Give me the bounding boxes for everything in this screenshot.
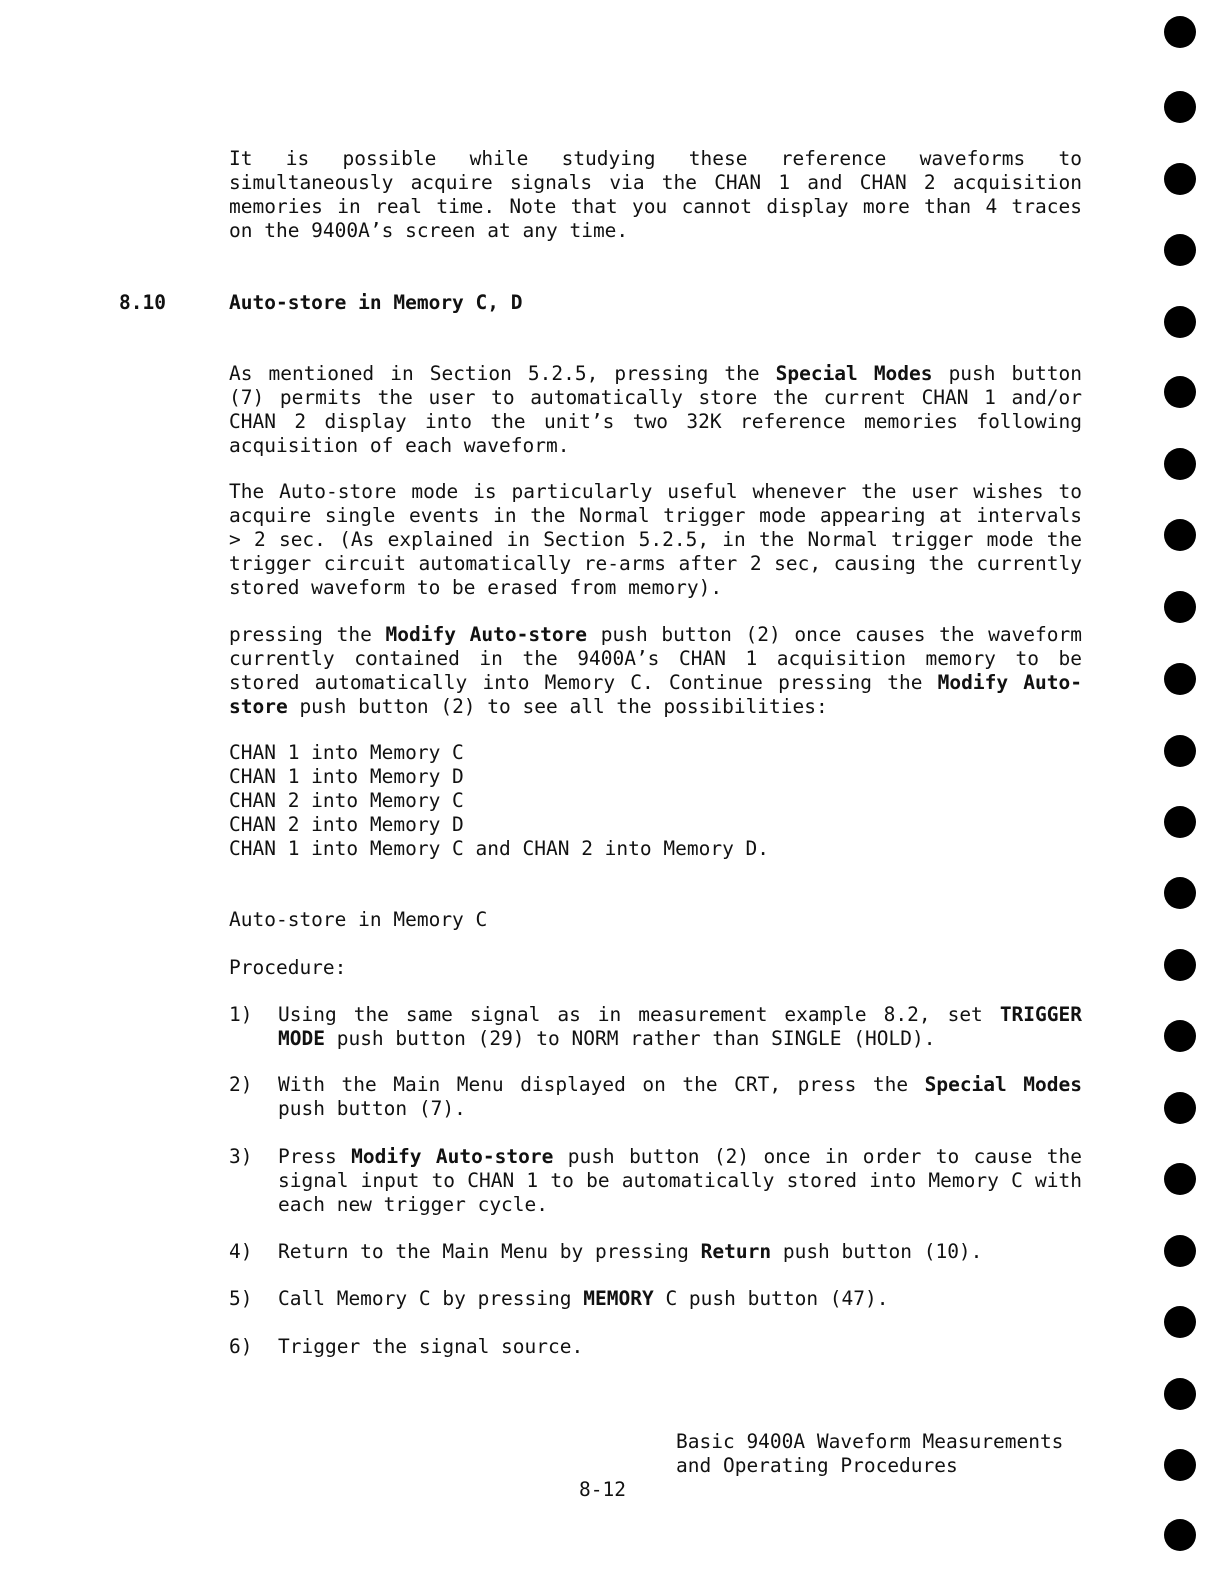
para1-text-c: push button (7) permits the user to automatically store the current CHAN 1 and/or CHAN 2 display into the unit’s two 32K reference memories following acquisition of each waveform. — [229, 362, 1082, 457]
binder-hole-icon — [1164, 1020, 1196, 1052]
binder-hole-icon — [1164, 1163, 1196, 1195]
step-text: push button (29) to NORM rather than SINGLE (HOLD). — [324, 1027, 936, 1050]
step-number: 4) — [229, 1240, 253, 1263]
binder-hole-icon — [1164, 306, 1196, 338]
footer-line-1: Basic 9400A Waveform Measurements — [676, 1430, 1064, 1453]
para3-text-a: pressing the — [229, 623, 386, 646]
possibility-item: CHAN 2 into Memory D — [229, 813, 464, 836]
procedure-step-1 — [229, 1003, 1082, 1051]
binder-hole-icon — [1164, 16, 1196, 48]
section-title: Auto-store in Memory C, D — [229, 291, 523, 314]
step-text: Call Memory C by pressing — [278, 1287, 584, 1310]
possibility-item: CHAN 2 into Memory C — [229, 789, 464, 812]
step-bold-trigger-mode: TRIGGER MODE — [278, 1003, 1082, 1050]
procedure-step-5 — [229, 1287, 1082, 1311]
step-bold-modify-auto-store: Modify Auto-store — [351, 1145, 554, 1168]
step-text: Press — [278, 1145, 352, 1168]
step-number: 2) — [229, 1073, 253, 1096]
subheading-auto-store-memory-c: Auto-store in Memory C — [229, 908, 488, 931]
binder-hole-icon — [1164, 376, 1196, 408]
para3-bold-modify-auto-store-2: Modify Auto-store — [229, 671, 1083, 718]
paragraph-auto-store-mode: The Auto-store mode is particularly useful whenever the user wishes to acquire single events in the Normal trigger mode appearing at intervals > 2 sec. (As explained in Section 5.2.5, in the Normal trigger mode the trigger circuit automatically re-arms after 2 sec, causing the currently stored waveform to be erased from memory). — [229, 480, 1082, 599]
paragraph-special-modes — [229, 362, 1082, 458]
binder-hole-icon — [1164, 1449, 1196, 1481]
binder-hole-icon — [1164, 1519, 1196, 1551]
para3-text-e: push button (2) to see all the possibilities: — [287, 695, 828, 718]
binder-hole-icon — [1164, 806, 1196, 838]
possibility-item: CHAN 1 into Memory D — [229, 765, 464, 788]
step-text: Return to the Main Menu by pressing — [278, 1240, 701, 1263]
binder-hole-icon — [1164, 877, 1196, 909]
page-number: 8-12 — [579, 1478, 626, 1501]
possibility-item: CHAN 1 into Memory C and CHAN 2 into Memory D. — [229, 837, 770, 860]
procedure-step-4 — [229, 1240, 1082, 1264]
para3-bold-modify-auto-store: Modify Auto-store — [385, 623, 588, 646]
para3-text-c: push button (2) once causes the waveform currently contained in the 9400A’s CHAN 1 acquisition memory to be stored automatically into Memory C. Continue pressing the — [229, 623, 1082, 694]
binder-hole-icon — [1164, 735, 1196, 767]
paragraph-modify-auto-store — [229, 623, 1082, 719]
binder-holes — [1160, 0, 1200, 1572]
procedure-step-2 — [229, 1073, 1082, 1121]
binder-hole-icon — [1164, 1378, 1196, 1410]
step-text: push button (7). — [278, 1097, 466, 1120]
procedure-step-3 — [229, 1145, 1082, 1217]
binder-hole-icon — [1164, 1092, 1196, 1124]
possibilities-list — [229, 741, 1082, 861]
step-number: 5) — [229, 1287, 253, 1310]
step-text: Trigger the signal source. — [278, 1335, 584, 1358]
step-bold-memory: MEMORY — [583, 1287, 654, 1310]
step-text: push button (10). — [771, 1240, 983, 1263]
binder-hole-icon — [1164, 591, 1196, 623]
step-number: 3) — [229, 1145, 253, 1168]
binder-hole-icon — [1164, 1235, 1196, 1267]
possibility-item: CHAN 1 into Memory C — [229, 741, 464, 764]
step-text: With the Main Menu displayed on the CRT, press the — [278, 1073, 925, 1096]
binder-hole-icon — [1164, 163, 1196, 195]
step-bold-return: Return — [700, 1240, 772, 1263]
para1-bold-special-modes: Special Modes — [775, 362, 933, 385]
step-text: Using the same signal as in measurement example 8.2, set — [278, 1003, 1000, 1026]
footer-line-2: and Operating Procedures — [676, 1454, 958, 1477]
binder-hole-icon — [1164, 949, 1196, 981]
binder-hole-icon — [1164, 91, 1196, 123]
procedure-step-6 — [229, 1335, 1082, 1359]
para1-text-a: As mentioned in Section 5.2.5, pressing the — [229, 362, 776, 385]
binder-hole-icon — [1164, 663, 1196, 695]
procedure-label: Procedure: — [229, 956, 347, 979]
binder-hole-icon — [1164, 1306, 1196, 1338]
step-text: C push button (47). — [653, 1287, 889, 1310]
step-text: push button (2) once in order to cause the signal input to CHAN 1 to be automatically stored into Memory C with each new trigger cycle. — [278, 1145, 1082, 1216]
footer-title — [676, 1430, 1116, 1478]
step-number: 1) — [229, 1003, 253, 1026]
binder-hole-icon — [1164, 519, 1196, 551]
section-number: 8.10 — [119, 291, 166, 314]
intro-paragraph: It is possible while studying these reference waveforms to simultaneously acquire signals via the CHAN 1 and CHAN 2 acquisition memories in real time. Note that you cannot display more than 4 traces on the 9400A’s screen at any time. — [229, 147, 1082, 242]
step-number: 6) — [229, 1335, 253, 1358]
binder-hole-icon — [1164, 448, 1196, 480]
binder-hole-icon — [1164, 234, 1196, 266]
step-bold-special-modes: Special Modes — [924, 1073, 1082, 1096]
